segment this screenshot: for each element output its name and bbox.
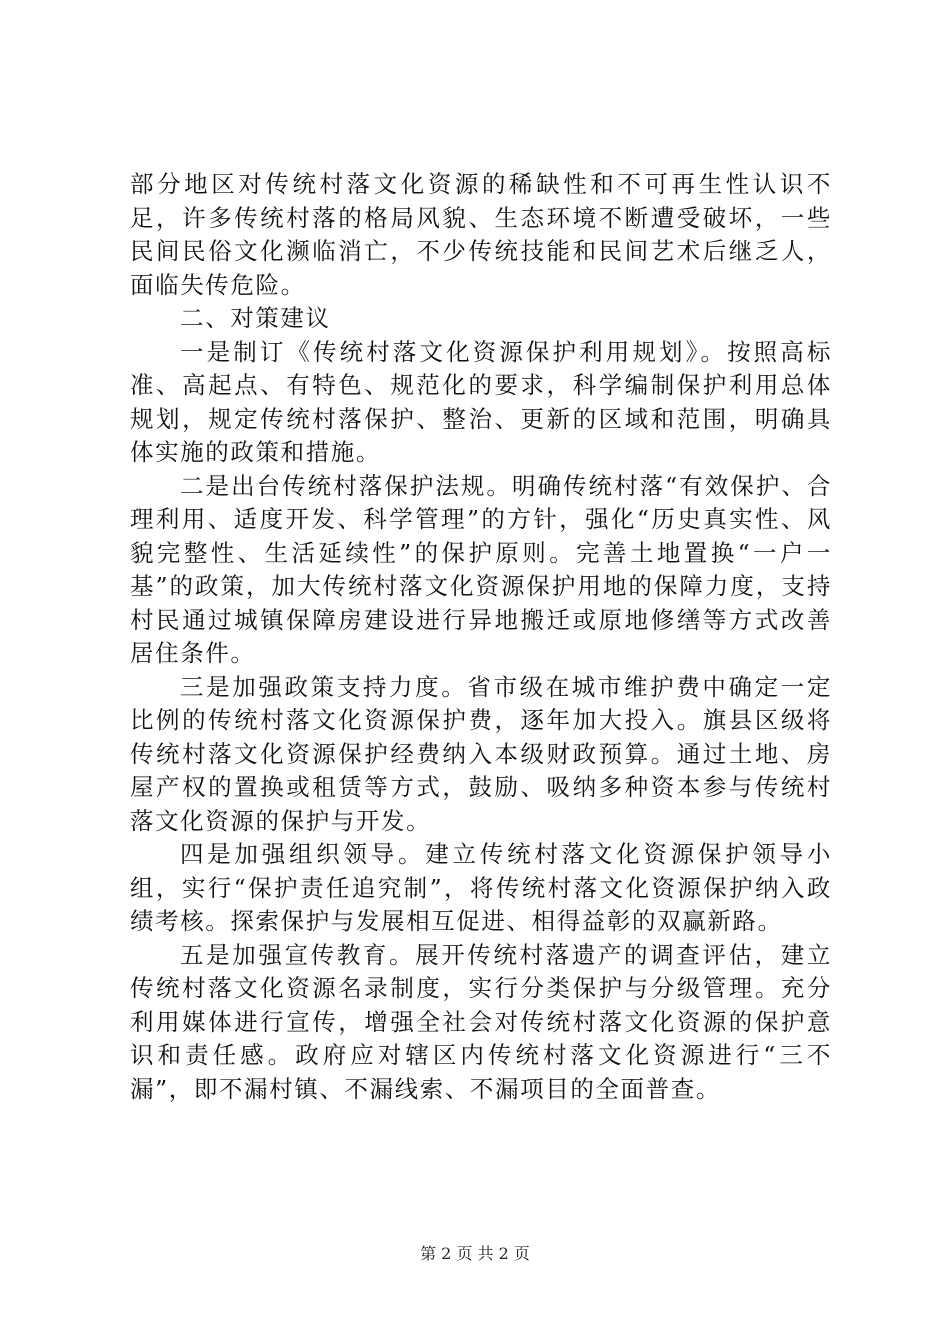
paragraph-measure-1: 一是制订《传统村落文化资源保护利用规划》。按照高标准、高起点、有特色、规范化的要求，科学编制保护利用总体规划，规定传统村落保护、整治、更新的区域和范围，明确具体实施的政策和措施。: [130, 337, 832, 466]
paragraph-measure-2: 二是出台传统村落保护法规。明确传统村落“有效保护、合理利用、适度开发、科学管理”的方针，强化“历史真实性、风貌完整性、生活延续性”的保护原则。完善土地置换“一户一基”的政策，加大传统村落文化资源保护用地的保障力度，支持村民通过城镇保障房建设进行异地搬迁或原地修缮等方式改善居住条件。: [130, 471, 832, 667]
paragraph-measure-5: 五是加强宣传教育。展开传统村落遗产的调查评估，建立传统村落文化资源名录制度，实行分类保护与分级管理。充分利用媒体进行宣传，增强全社会对传统村落文化资源的保护意识和责任感。政府应对辖区内传统村落文化资源进行“三不漏”，即不漏村镇、不漏线索、不漏项目的全面普查。: [130, 940, 832, 1103]
section-heading-countermeasures: 二、对策建议: [180, 304, 331, 332]
paragraph-measure-3: 三是加强政策支持力度。省市级在城市维护费中确定一定比例的传统村落文化资源保护费，逐年加大投入。旗县区级将传统村落文化资源保护经费纳入本级财政预算。通过土地、房屋产权的置换或租赁等方式，鼓励、吸纳多种资本参与传统村落文化资源的保护与开发。: [130, 672, 832, 835]
page-number-footer: 第 2 页 共 2 页: [420, 1244, 530, 1263]
paragraph-continuation: 部分地区对传统村落文化资源的稀缺性和不可再生性认识不足，许多传统村落的格局风貌、生态环境不断遭受破坏，一些民间民俗文化濒临消亡，不少传统技能和民间艺术后继乏人，面临失传危险。: [130, 170, 832, 299]
document-body: [130, 168, 832, 1106]
paragraph-measure-4: 四是加强组织领导。建立传统村落文化资源保护领导小组，实行“保护责任追究制”，将传统村落文化资源保护纳入政绩考核。探索保护与发展相互促进、相得益彰的双赢新路。: [130, 840, 832, 935]
